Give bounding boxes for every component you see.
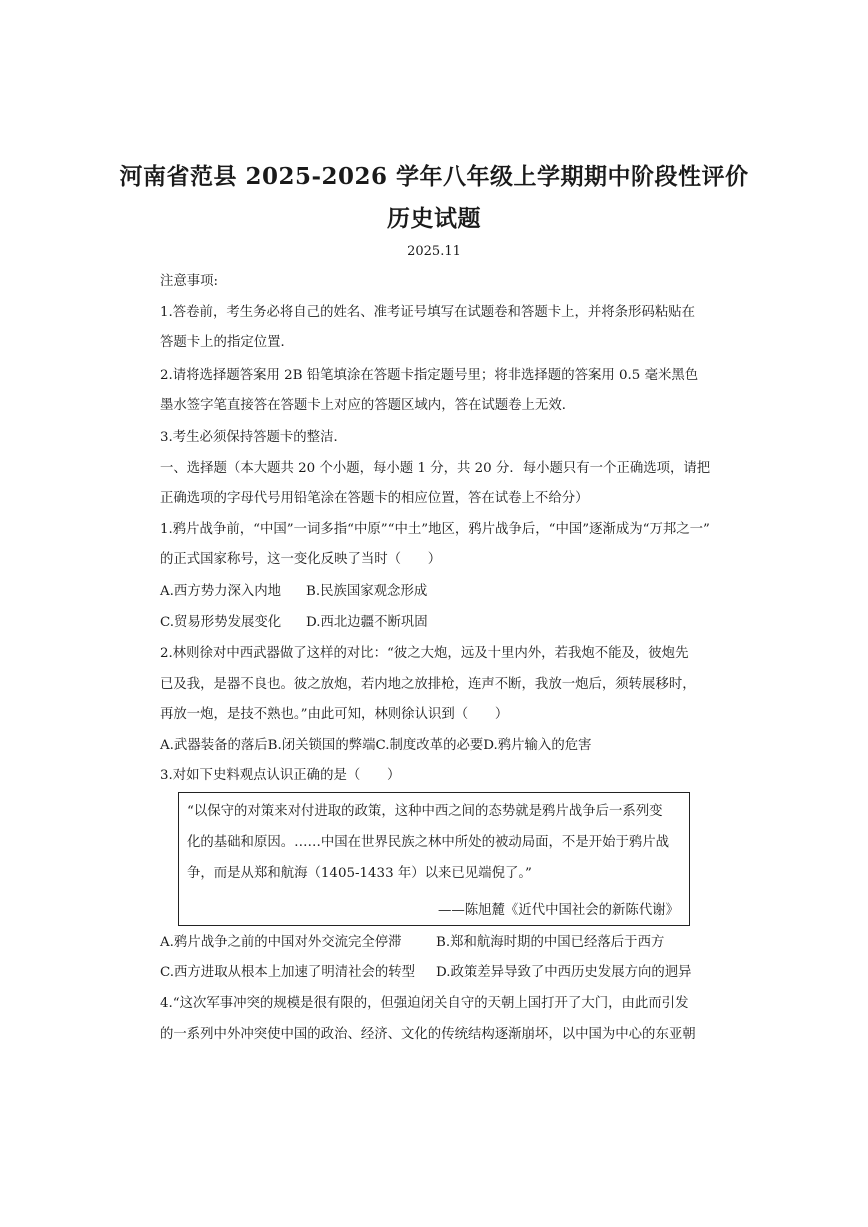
quote-line: 争，而是从郑和航海（1405-1433 年）以来已见端倪了。”: [187, 866, 532, 881]
notice-item-1-cont: 答题卡上的指定位置．: [160, 335, 294, 350]
exam-date: 2025.11: [407, 244, 461, 259]
question-1-options-ab: [160, 583, 427, 601]
section-instructions-cont: 正确选项的字母代号用铅笔涂在答题卡的相应位置，答在试卷上不给分）: [160, 491, 589, 506]
question-2-stem: 2.林则徐对中西武器做了这样的对比：“彼之大炮，远及十里内外，若我炮不能及，彼炮先: [160, 646, 689, 661]
question-3-option-d: D.政策差异导致了中西历史发展方向的迥异: [436, 965, 692, 980]
question-2-options: A.武器装备的落后B.闭关锁国的弊端C.制度改革的必要D.鸦片输入的危害: [160, 738, 592, 753]
question-2-stem-cont2: 再放一炮，是技不熟也。”由此可知，林则徐认识到（ ）: [160, 707, 509, 722]
question-3-option-c: C.西方进取从根本上加速了明清社会的转型: [160, 965, 416, 980]
exam-title: 河南省范县 2025-2026 学年八年级上学期期中阶段性评价: [119, 163, 749, 190]
question-1-option-c: C.贸易形势发展变化: [160, 615, 282, 630]
question-3-option-b: B.郑和航海时期的中国已经落后于西方: [436, 935, 665, 950]
question-1-option-a: A.西方势力深入内地: [160, 584, 282, 599]
question-3-options-ab: [160, 934, 664, 952]
notice-item-2-cont: 墨水签字笔直接答在答题卡上对应的答题区域内，答在试题卷上无效．: [160, 398, 576, 413]
question-4-stem-cont: 的一系列中外冲突使中国的政治、经济、文化的传统结构逐渐崩坏，以中国为中心的东亚朝: [160, 1027, 696, 1042]
exam-subtitle: 历史试题: [387, 205, 481, 232]
quote-line: 化的基础和原因。……中国在世界民族之林中所处的被动局面，不是开始于鸦片战: [187, 835, 670, 850]
notice-heading: 注意事项:: [160, 274, 219, 289]
question-3-quote-box: [178, 792, 690, 926]
notice-item-2: 2.请将选择题答案用 2B 铅笔填涂在答题卡指定题号里；将非选择题的答案用 0.5 毫米黑色: [160, 368, 699, 383]
notice-item-1: 1.答卷前，考生务必将自己的姓名、准考证号填写在试题卷和答题卡上，并将条形码粘贴在: [160, 305, 696, 320]
quote-source: ——陈旭麓《近代中国社会的新陈代谢》: [437, 903, 679, 918]
question-1-stem: 1.鸦片战争前，“中国”一词多指“中原”“中土”地区，鸦片战争后，“中国”逐渐成为“万邦之一”: [160, 522, 710, 537]
question-1-options-cd: [160, 614, 428, 632]
question-3-option-a: A.鸦片战争之前的中国对外交流完全停滞: [160, 935, 402, 950]
question-1-stem-cont: 的正式国家称号，这一变化反映了当时（ ）: [160, 552, 442, 567]
quote-line: “以保守的对策来对付进取的政策，这种中西之间的态势就是鸦片战争后一系列变: [187, 804, 663, 819]
notice-item-3: 3.考生必须保持答题卡的整洁．: [160, 430, 347, 445]
question-3-stem: 3.对如下史料观点认识正确的是（ ）: [160, 768, 401, 783]
question-1-option-b: B.民族国家观念形成: [306, 584, 428, 599]
question-4-stem: 4.“这次军事冲突的规模是很有限的，但强迫闭关自守的天朝上国打开了大门，由此而引发: [160, 996, 689, 1011]
question-3-options-cd: [160, 964, 692, 982]
question-2-stem-cont: 已及我，是器不良也。彼之放炮，若内地之放排枪，连声不断，我放一炮后，须转展移时，: [160, 677, 696, 692]
section-instructions: 一、选择题（本大题共 20 个小题，每小题 1 分，共 20 分．每小题只有一个正确选项，请把: [160, 461, 711, 476]
question-1-option-d: D.西北边疆不断巩固: [306, 615, 428, 630]
